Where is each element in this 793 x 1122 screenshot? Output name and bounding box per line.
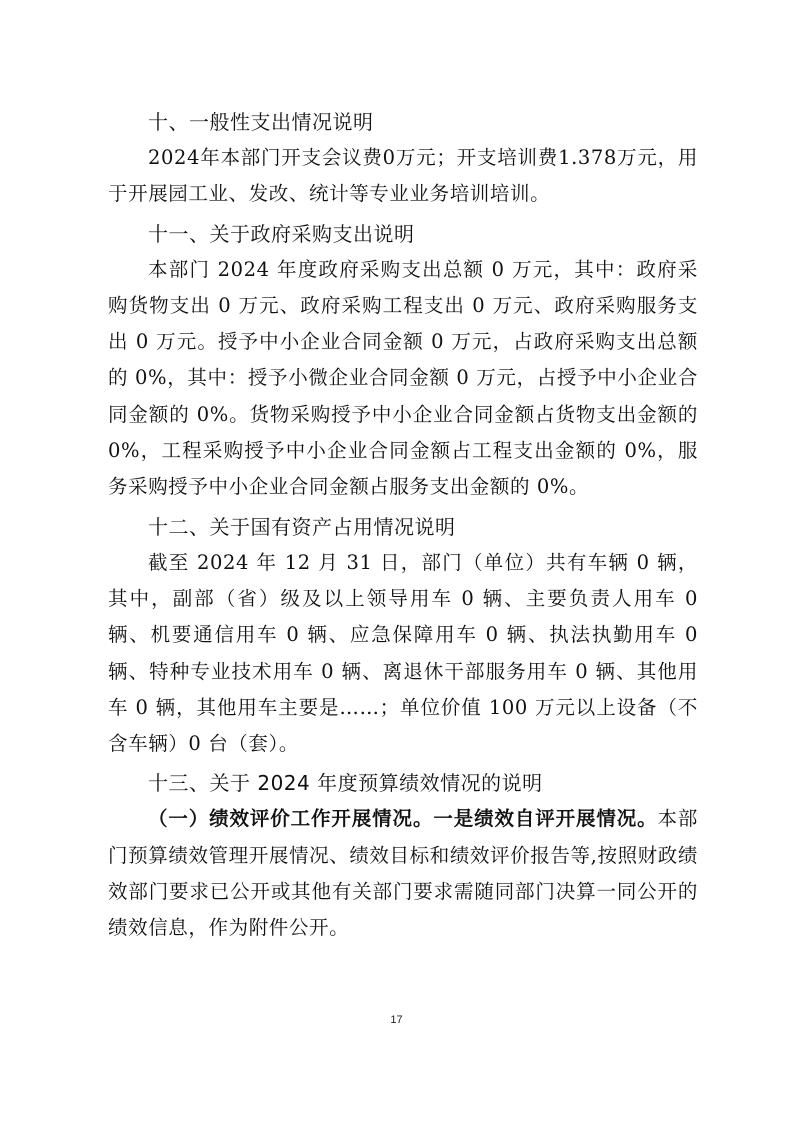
section-heading-general-expenditure: 十、一般性支出情况说明 [148,110,374,134]
section-heading-performance: 十三、关于 2024 年度预算绩效情况的说明 [148,771,543,796]
section-heading-procurement: 十一、关于政府采购支出说明 [148,221,415,246]
paragraph-state-assets: 截至 2024 年 12 月 31 日，部门（单位）共有车辆 0 辆，其中，副部（省）级及以上领导用车 0 辆、主要负责人用车 0 辆、机要通信用车 0 辆、应急保障用车 0 辆、执法执勤用车 0 辆、特种专业技术用车 0 辆、离退休干部服务用车 0 辆、其他用车 0 辆，其他用车主要是……；单位价值 100 万元以上设备（不含车辆）0 台（套）。 [108,550,698,756]
performance-body-text: 本部门预算绩效管理开展情况、绩效目标和绩效评价报告等,按照财政绩效部门要求已公开或其他有关部门要求需随同部门决算一同公开的绩效信息，作为附件公开。 [108,807,698,940]
paragraph-performance [108,801,698,946]
paragraph-procurement: 本部门 2024 年度政府采购支出总额 0 万元，其中：政府采购货物支出 0 万元、政府采购工程支出 0 万元、政府采购服务支出 0 万元。授予中小企业合同金额 0 万元，占政府采购支出总额的 0%，其中：授予小微企业合同金额 0 万元，占授予中小企业合同金额的 0%。货物采购授予中小企业合同金额占货物支出金额的 0%，工程采购授予中小企业合同金额占工程支出金额的 0%，服务采购授予中小企业合同金额占服务支出金额的 0%。 [108,257,698,499]
page-number: 17 [390,1014,403,1026]
document-body [108,104,698,947]
section-heading-state-assets: 十二、关于国有资产占用情况说明 [148,514,456,539]
paragraph-general-expenditure: 2024年本部门开支会议费0万元；开支培训费1.378万元，用于开展园工业、发改、统计等专业业务培训培训。 [108,146,698,206]
performance-lead-text: （一）绩效评价工作开展情况。一是绩效自评开展情况。 [148,807,658,831]
